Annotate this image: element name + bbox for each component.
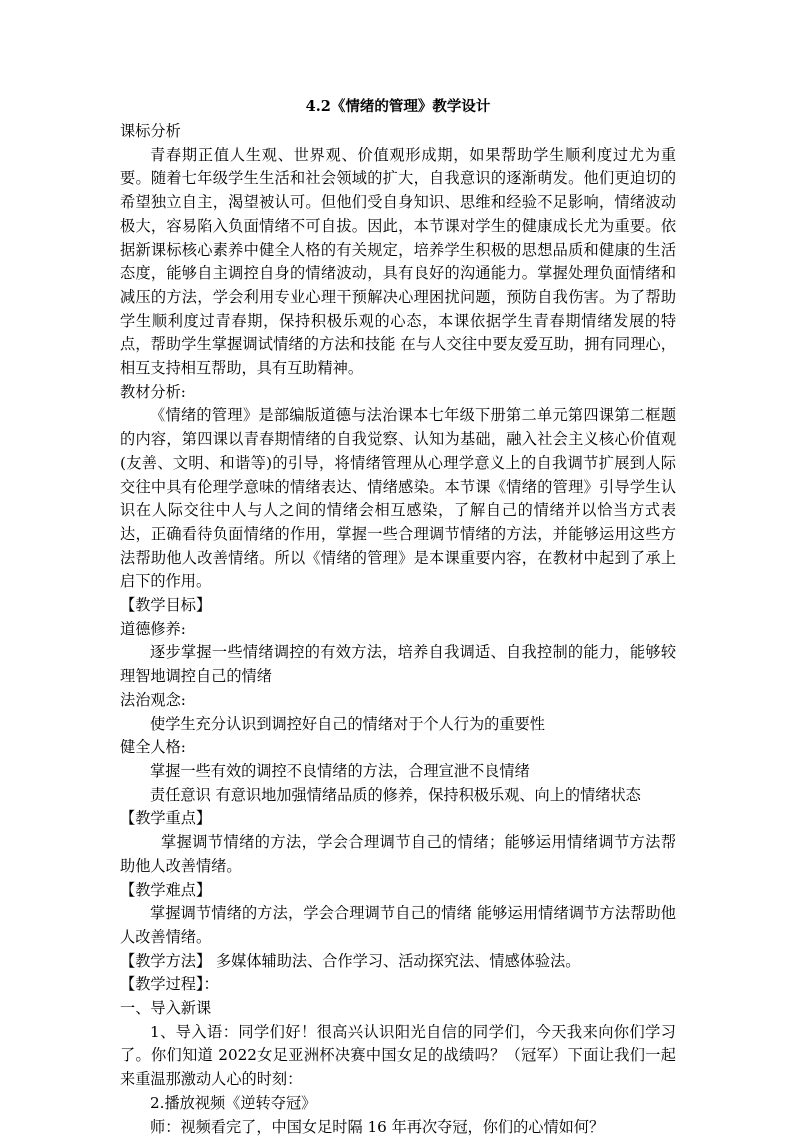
label-renge: 健全人格: <box>120 738 186 757</box>
paragraph-renge-2: 责任意识 有意识地加强情绪品质的修养，保持积极乐观、向上的情绪状态 <box>150 785 641 804</box>
document-title: 4.2《情绪的管理》教学设计 <box>305 98 491 115</box>
heading-kebiao: 课标分析 <box>120 122 181 140</box>
paragraph-daoru-2: 2.播放视频《逆转夺冠》 <box>150 1093 317 1112</box>
heading-zhongdian: 【教学重点】 <box>120 809 212 828</box>
line-fangfa <box>120 950 676 974</box>
heading-mubiao: 【教学目标】 <box>120 596 212 615</box>
paragraph-renge-1: 掌握一些有效的调控不良情绪的方法，合理宣泄不良情绪 <box>150 761 530 780</box>
paragraph-nandian: 掌握调节情绪的方法，学会合理调节自己的情绪 能够运用情绪调节方法帮助他人改善情绪。 <box>120 904 676 946</box>
paragraph-jiaocai: 《情绪的管理》是部编版道德与法治课本七年级下册第二单元第四课第二框题的内容，第四课以青春期情绪的自我觉察、认知为基础，融入社会主义核心价值观(友善、文明、和谐等)的引导，将情绪管理从心理学意义上的自我调节扩展到人际交往中具有伦理学意味的情绪表达、情绪感染。本节课《情绪的管理》引导学生认识在人际交往中人与人之间的情绪会相互感染，了解自己的情绪并以恰当方式表达，正确看待负面情绪的作用，掌握一些合理调节情绪的方法，并能够运用这些方法帮助他人改善情绪。所以《情绪的管理》是本课重要内容，在教材中起到了承上启下的作用。 <box>120 406 676 591</box>
paragraph-zhongdian: 掌握调节情绪的方法，学会合理调节自己的情绪；能够运用情绪调节方法帮助他人改善情绪。 <box>120 833 676 875</box>
heading-jiaocai: 教材分析: <box>120 382 186 401</box>
paragraph-daoru-3: 师：视频看完了，中国女足时隔 16 年再次夺冠，你们的心情如何？ <box>150 1117 605 1136</box>
label-fazhi: 法治观念: <box>120 690 186 709</box>
heading-daoru: 一、导入新课 <box>120 999 212 1018</box>
heading-fangfa: 【教学方法】 <box>120 951 212 970</box>
paragraph-daode: 逐步掌握一些情绪调控的有效方法，培养自我调适、自我控制的能力，能够较理智地调控自己的情绪 <box>120 643 676 686</box>
label-daode: 道德修养: <box>120 619 186 638</box>
document-page <box>120 96 676 1139</box>
text-fangfa: 多媒体辅助法、合作学习、活动探究法、情感体验法。 <box>211 951 581 970</box>
paragraph-kebiao: 青春期正值人生观、世界观、价值观形成期，如果帮助学生顺利度过尤为重要。随着七年级学生生活和社会领域的扩大，自我意识的逐渐萌发。他们更迫切的希望独立自主，渴望被认可。但他们受自身知识、思维和经验不足影响，情绪波动极大，容易陷入负面情绪不可自拔。因此，本节课对学生的健康成长尤为重要。依据新课标核心素养中健全人格的有关规定，培养学生积极的思想品质和健康的生活态度，能够自主调控自身的情绪波动，具有良好的沟通能力。掌握处理负面情绪和减压的方法，学会利用专业心理干预解决心理困扰问题，预防自我伤害。为了帮助学生顺利度过青春期，保持积极乐观的心态，本课依据学生青春期情绪发展的特点，帮助学生掌握调试情绪的方法和技能 在与人交往中要友爱互助，拥有同理心，相互支持相互帮助，具有互助精神。 <box>120 145 676 378</box>
paragraph-daoru-1: 1、导入语：同学们好！很高兴认识阳光自信的同学们，今天我来向你们学习了。你们知道 2022女足亚洲杯决赛中国女足的战绩吗？（冠军）下面让我们一起来重温那激动人心的时刻： <box>120 1022 676 1089</box>
paragraph-fazhi: 使学生充分认识到调控好自己的情绪对于个人行为的重要性 <box>150 714 545 733</box>
heading-guocheng: 【教学过程】： <box>120 975 219 994</box>
heading-nandian: 【教学难点】 <box>120 880 212 899</box>
